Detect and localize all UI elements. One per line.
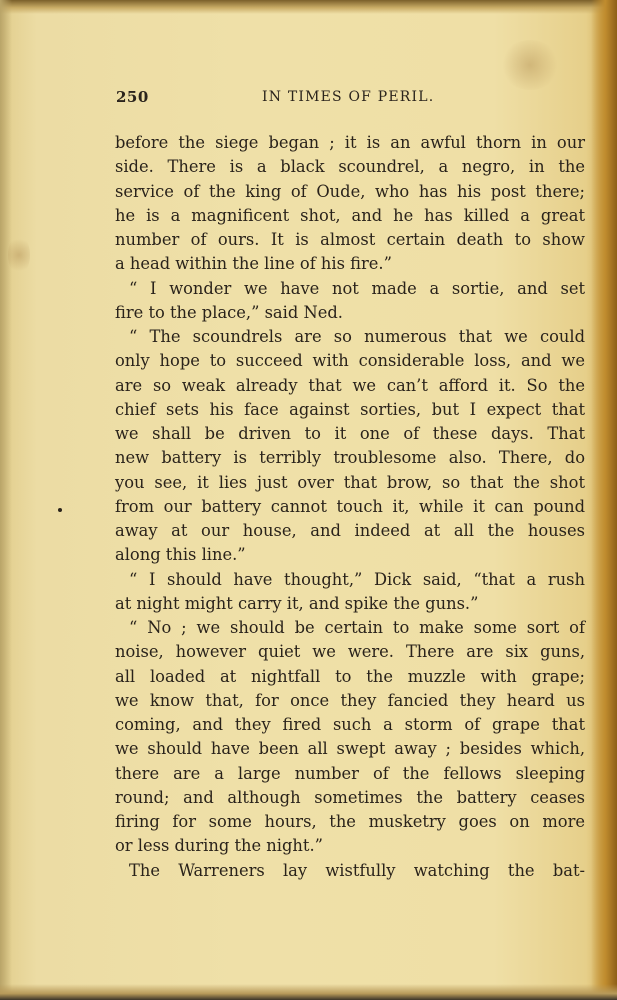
margin-mark <box>58 508 62 512</box>
right-page-edge <box>591 0 617 1000</box>
body-text <box>115 131 585 883</box>
text-line: “ The scoundrels are so numerous that we could <box>129 327 585 346</box>
text-line: you see, it lies just over that brow, so that the shot <box>115 472 585 492</box>
text-line: we shall be driven to it one of these days. That <box>115 424 585 443</box>
left-page-edge <box>0 0 12 1000</box>
text-line: there are a large number of the fellows sleeping <box>115 763 585 783</box>
text-line: “ No ; we should be certain to make some sort of <box>129 618 585 637</box>
text-line: service of the king of Oude, who has his post there; <box>115 181 585 201</box>
bottom-page-edge <box>0 984 617 1000</box>
text-line: or less during the night.” <box>115 836 323 856</box>
top-shadow <box>0 0 617 14</box>
text-line: chief sets his face against sorties, but I expect that <box>115 399 585 419</box>
text-line: fire to the place,” said Ned. <box>115 302 343 322</box>
text-line: along this line.” <box>115 545 246 565</box>
text-line: at night might carry it, and spike the guns.” <box>115 593 479 613</box>
page-header <box>116 88 584 114</box>
text-line: we know that, for once they fancied they heard us <box>115 690 585 710</box>
text-line: he is a magnificent shot, and he has killed a great <box>115 205 585 225</box>
text-line: are so weak already that we can’t afford it. So the <box>115 375 585 395</box>
text-line: before the siege began ; it is an awful thorn in our <box>115 133 585 152</box>
paper-stain <box>8 235 30 275</box>
running-title: IN TIMES OF PERIL. <box>262 89 435 105</box>
text-line: “ I should have thought,” Dick said, “that a rush <box>129 569 585 589</box>
paper-stain <box>500 40 560 90</box>
text-line: we should have been all swept away ; besides which, <box>115 739 585 759</box>
text-line: only hope to succeed with considerable loss, and we <box>115 351 585 371</box>
text-line: from our battery cannot touch it, while it can pound <box>115 496 585 516</box>
text-line: firing for some hours, the musketry goes on more <box>115 812 585 831</box>
text-line: The Warreners lay wistfully watching the bat- <box>129 860 585 880</box>
text-line: noise, however quiet we were. There are six guns, <box>115 642 585 662</box>
page-number: 250 <box>116 88 149 106</box>
text-line: a head within the line of his fire.” <box>115 254 392 274</box>
text-line: side. There is a black scoundrel, a negro, in the <box>115 157 585 177</box>
text-line: round; and although sometimes the battery ceases <box>115 787 585 807</box>
text-line: coming, and they fired such a storm of grape that <box>115 715 585 734</box>
text-line: all loaded at nightfall to the muzzle with grape; <box>115 666 585 686</box>
text-line: “ I wonder we have not made a sortie, and set <box>129 278 585 298</box>
text-line: new battery is terribly troublesome also. There, do <box>115 448 585 468</box>
text-line: number of ours. It is almost certain death to show <box>115 230 585 249</box>
text-line: away at our house, and indeed at all the houses <box>115 521 585 540</box>
